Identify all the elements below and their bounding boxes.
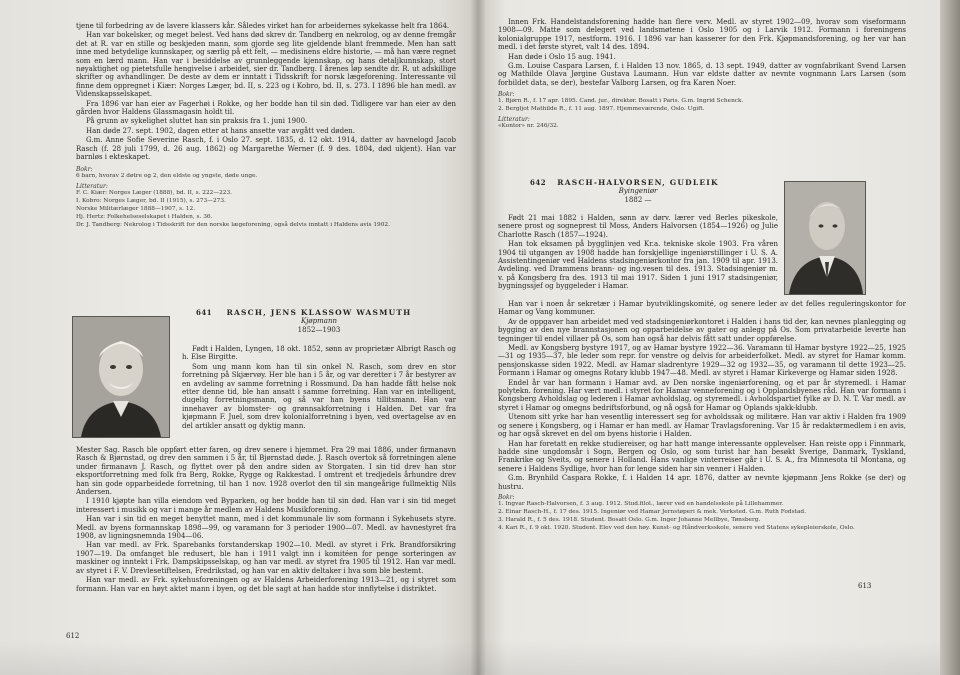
entry-header-642 [498, 178, 778, 205]
bokr-label: Bokr: [498, 493, 515, 501]
paragraph: Mester Sag. Rasch ble oppført etter faren, og drev senere i hjemmet. Fra 29 mai 1886, under firmanavn Rasch & Bjørnstad, og drev den sammen i 5 år, til Bjørnstad døde. J. Rasch overtok så forretningen alene under firmanavn J. Rasch, og flyttet over på den andre siden av Storgaten. I sin tid drev han stor eksportforretning med folk fra Berg, Rokke, Rygge og Rakkestad. I omtrent et tredjedels århundre drev han sin gode opparbeidede forretning, til han 1 nov. 1928 overlot den til sin mangeårige fullmektig Nils Andersen. [76, 446, 456, 497]
paragraph: Han døde i Oslo 15 aug. 1941. [508, 52, 616, 61]
left-page [0, 0, 478, 675]
entry-occupation: Byingeniør [618, 187, 658, 195]
paragraph: Han tok eksamen på bygglinjen ved Kr.a. tekniske skole 1903. Fra våren 1904 til utgangen av 1908 hadde han forskjellige ingeniørstillinger i U. S. A. Assistentingeniør ved Haldens stadsingeniørkontor fra jan. 1909 til apr. 1913. Avdeling. ved Drammens brann- og ing.vesen til des. 1913. Stadsingeniør m. v. på Kongsberg fra des. 1913 til mai 1917. Siden 1 juni 1917 stadsingeniør, bygningssjef og byggeleder i Hamar. [498, 240, 778, 291]
literature-line: F. C. Kiær: Norges Læger (1888), bd. II, s. 222—223. [76, 189, 233, 196]
portrait-man-suit-icon [785, 182, 865, 294]
entry-641-text-top [182, 345, 456, 431]
literature-label: Litteratur: [498, 116, 530, 124]
bokr-label: Bokr: [76, 165, 93, 173]
page-shadow [0, 640, 940, 675]
paragraph: Som ung mann kom han til sin onkel N. Rasch, som drev en stor forretning på Skjærvøy. Her ble han i 5 år, og var deretter i 7 år bestyrer av en avdeling av samme forretning i Rossmund. Da han hadde fått helse nok etter denne tid, ble han ansatt i samme forretning. Han var en intelligent, dugelig forretningsmann, og så var han byens tillitsmann. Han var innehaver av blomster- og grønnsakforretning i Halden. Det var fra kjøpmann F. Juel, som drev kolonialforretning i byen, ved overtagelse av en del artikler ansatt og dyktig mann. [182, 362, 456, 430]
bokr-text: 6 barn, hvorav 2 døtre og 2, den eldste og yngste, døde unge. [76, 172, 258, 179]
entry-642-text-bottom [498, 300, 906, 533]
bokr-label: Bokr: [498, 91, 515, 99]
paragraph: Av de oppgaver han arbeidet med ved stadsingeniørkontoret i Halden i hans tid der, kan nevnes planlegging og bygging av den nye brannstasjonen og opparbeidelse av gater og anlegg på Os. Som privatarbeide leverte han tegninger til endel villaer på Os, som han også har delvis fått satt under oppførelse. [498, 317, 906, 343]
entry-name: RASCH-HALVORSEN, GUDLEIK [557, 178, 719, 187]
paragraph: Medl. av Kongsberg bystyre 1917, og av Hamar bystyre 1922—36. Varamann til Hamar bystyre 1922—25, 1925—31 og 1935—37, ble leder som repr. for venstre og delvis for arbeiderfolket. Medl. av styret for Hamar komm. pensjonskasse siden 1922. Medl. av Hamar sladrentyre 1929—32 og 1932—35, og varamann til dette 1923—25. Formann i Hamar og omegns Rotary klubb 1947—48. Medl. av styret i Hamar Kirkeverge og Hamar siden 1928. [498, 344, 906, 378]
paragraph: Han var bokelsker, og meget belest. Ved hans død skrev dr. Tandberg en nekrolog, og av denne fremgår det at R. var en stille og beskjeden mann, som gjorde seg lite gjeldende blant fremmede. Men han satt inne med betydelige kunnskaper, og særlig på ett felt, — medisinens eldre historie, — må han være regnet som en lærd mann. Han var i besiddelse av grunnleggende kjennskap, og hans detaljkunnskap, stort nøyaktighet og pietetsfulle hengivelse i arbeidet, sier dr. Tandberg. I årenes løp sendte dr. R. ut adskillige skrifter og avhandlinger. De deste av dem er inntatt i Tidsskrift for norsk lægeforening. Interessante vil finne dem oppregnet i Kiær: Norges Læger, bd. II, s. 223 og i Kobro, bd. II, s. 273. I 1896 ble han medl. av Videnskapsselskapet. [76, 31, 456, 99]
paragraph: Født 21 mai 1882 i Halden, sønn av dørv. lærer ved Berles pikeskole, senere prost og sogneprest til Moss, Anders Halvorsen (1854—1926) og Julie Charlotte Rasch (1857—1924). [498, 214, 778, 239]
bokr-line: 4. Kari R., f. 9 okt. 1920. Student. Elev ved den høy. Kunst- og Håndverksskole, senere ved Statens sykepleierskole, Oslo. [498, 524, 855, 531]
children-note [498, 494, 906, 532]
paragraph: G.m. Brynhild Caspara Rokke, f. i Halden 14 apr. 1876, datter av nevnte kjøpmann Jens Rokke (se der) og hustru. [498, 474, 906, 491]
portrait-elderly-man-icon [73, 317, 169, 437]
paragraph: Han var i noen år sekretær i Hamar byutviklingskomité, og senere leder av det felles reguleringskontor for Hamar og Vang kommuner. [498, 300, 906, 317]
right-page [478, 0, 940, 675]
paragraph: Innen Frk. Handelstandsforening hadde han flere verv. Medl. av styret 1902—09, hvorav som viseformann 1908—09. Matte som delegert ved landsmøtene i Oslo 1905 og i Larvik 1912. Formann i foreningens kolonialgruppe 1917, nestform. 1916. I 1896 var han kasserer for den Frk. Kjøpmandsforening, og her var han medl. i det første styret, valt 14 des. 1894. [498, 18, 906, 52]
literature-line: Norske Militærlæger 1888—1907, s. 12. [76, 205, 196, 212]
entry-years: 1882 — [624, 196, 652, 204]
paragraph: tjene til forbedring av de lavere klassers kår. Således virket han for arbeidernes sykekasse helt fra 1864. [76, 22, 450, 30]
paragraph: I 1910 kjøpte han villa eiendom ved Byparken, og her bodde han til sin død. Han var i sin tid meget interessert i musikk og var i mange år medlem av Haldens Musikforening. [76, 497, 456, 514]
bokr-line: 3. Harald R., f. 5 des. 1918. Student. Bosatt Oslo. G.m. Inger Johanne Mellbye, Tønsberg. [498, 516, 761, 523]
children-note [498, 91, 906, 130]
portrait-photo-right [784, 181, 866, 295]
page-number-right: 613 [858, 582, 872, 590]
entry-name: RASCH, JENS KLASSOW WASMUTH [226, 308, 412, 317]
paragraph: Født i Halden, Lyngen, 18 okt. 1852, sønn av proprietær Albrigt Rasch og h. Else Birgitte. [182, 345, 456, 362]
paragraph: Fra 1896 var han eier av Fagerhøi i Rokke, og her bodde han til sin død. Tidligere var han eier av den gården hvor Haldens Glassmagasin holdt til. [76, 99, 456, 117]
literature-line: I. Kobro: Norges Læger, bd. II (1915), s. 273—273. [76, 197, 226, 204]
entry-642-text-top [498, 214, 778, 292]
book-page-edges [940, 0, 960, 675]
right-top-text [498, 18, 906, 131]
entry-occupation: Kjøpmann [301, 317, 337, 325]
entry-header-641 [182, 308, 456, 335]
entry-number: 642 [530, 178, 547, 187]
paragraph: Han var medl. av Frk. sykehusforeningen og av Haldens Arbeiderforening 1913—21, og i styret som formann. Han var en høyt aktet mann i byen, og det ble sagt at han hadde stor innflytelse i distriktet. [76, 576, 456, 593]
entry-number: 641 [196, 308, 213, 317]
paragraph: G.m. Anne Sofie Severine Rasch, f. i Oslo 27. sept. 1835, d. 12 okt. 1914, datter av havnelogd Jacob Rasch (f. 28 juli 1799, d. 26 aug. 1862) og Margarethe Werner (f. 9 des. 1804, død ukjent). Han var barnløs i ekteskapet. [76, 136, 456, 162]
left-top-text [76, 22, 456, 230]
entry-years: 1852—1903 [297, 326, 341, 334]
paragraph: Han døde 27. sept. 1902, dagen etter at hans ansette var avgått ved døden. [86, 126, 355, 135]
portrait-photo-left [72, 316, 170, 438]
literature-line: Hj. Hertz: Folkehelseselskapet i Halden, s. 36. [76, 213, 213, 220]
book-gutter [470, 0, 486, 675]
children-note [76, 166, 456, 229]
paragraph: Han var medl. av Frk. Sparebanks forstanderskap 1902—10. Medl. av styret i Frk. Brandforsikring 1907—19. Da omfanget ble redusert, ble han i 1911 valgt inn i komitéen for penge sorteringen av maskiner og inntekt i Frk. Dampskipsselskap, og han var medl. av styret fra 1905 til 1912. Han var medl. av styret i F. V. Drevlesetiftelsen, Fredrikstad, og han var en aktiv deltaker i hva som ble bestemt. [76, 541, 456, 575]
bokr-line: 1. Bjørn R., f. 17 apr. 1895. Cand. jur., direktør. Bosatt i Paris. G.m. Ingrid Schenck. [498, 98, 744, 105]
literature-line: «Kontor» nr. 246/32. [498, 123, 559, 130]
page-number-left: 612 [66, 632, 80, 640]
literature-line: Dr. J. Tandberg: Nekrolog i Tidsskrift for den norske lægeforening, også delvis inntatt i Haldens avis 1902. [76, 221, 390, 228]
paragraph: Han har foretatt en rekke studiereiser, og har hatt mange interessante opplevelser. Han reiste opp i Finnmark, hadde sine ungdomsår i Sogn, Bergen og Oslo, og som turist har han besøkt Sverige, Danmark, Tyskland, Frankrike og Sveits, og senere i Holland. Hans vanlige vinterreiser går i U. S. A., fra Minnesota til Montana, og senere i Haldens Sydlige, hvor han for lenge siden har sin venner i Halden. [498, 439, 906, 473]
paragraph: Endel år var han formann i Hamar avd. av Den norske ingeniørforening, og et par år styremedl. i Hamar polytekn. forening. Har vært medl. i styret for Hamar venneforening og i Opplandsbyenes råd. Han var formann i Kongsberg Avholdslag og lederen i Hamar avholdslag, og styremedl. i Avholdspartiet fylke av D. N. T. Var medl. av styret i Hamar og omegns bedriftsforbund, og nå også for Hamar og Oplands sjakk-klubb. [498, 378, 906, 412]
bokr-line: 2. Einar Rasch-H., f. 17 des. 1915. Ingeniør ved Hamar Jernstøperi & mek. Verksted. G.m. Ruth Fodstad. [498, 508, 806, 515]
literature-label: Litteratur: [76, 182, 108, 190]
paragraph: Utenom sitt yrke har han vesentlig interessert seg for avholdssak og militære. Han var aktiv i Halden fra 1909 og senere i Kongsberg, og i Hamar er han medl. av Hamar Travlagsforening. Var 15 år redaktørmedlem i en avis, og har også skrevet en del om byens historie i Halden. [498, 413, 906, 439]
paragraph: G.m. Louise Caspara Larsen, f. i Halden 13 nov. 1865, d. 13 sept. 1949, datter av vognfabrikant Svend Larsen og Mathilde Olava Jørgine Gustava Laumann. Hun var eldste datter av nevnte vognmann Lars Larsen (som forbildet data, se der), bestefar Valborg Larsen, og fra Karen Noer. [498, 62, 906, 87]
bokr-line: 2. Bergljot Mathilde R., f. 11 aug. 1897. Hjemmeværende, Oslo. Ugift. [498, 106, 705, 113]
paragraph: Han var i sin tid en meget benyttet mann, med i det kommunale liv som formann i Sykehusets styre. Medl. av byens formannskap 1898—99, og varamann for 3 perioder 1900—07. Medl. av havnestyret fra 1908, av ligningsnemnda 1904—06. [76, 515, 456, 541]
bokr-line: 1. Ingvar Rasch-Halvorsen, f. 3 aug. 1912. Stud.filol., lærer ved en handelsskole på Lillehammer. [498, 500, 784, 507]
entry-641-text-bottom [76, 446, 456, 594]
paragraph: På grunn av sykelighet sluttet han sin praksis fra 1. juni 1900. [86, 117, 308, 126]
